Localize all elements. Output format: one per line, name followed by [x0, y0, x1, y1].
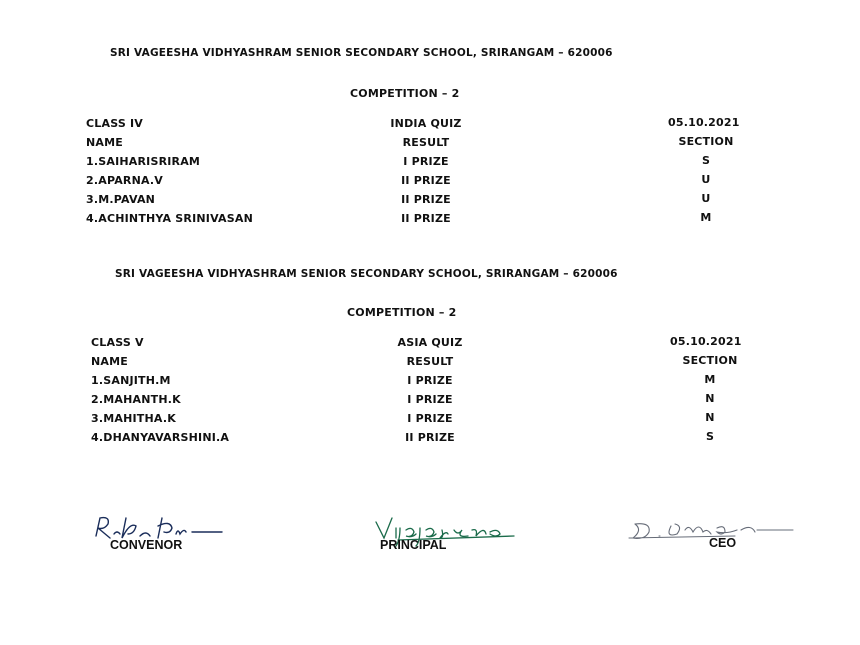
row-result: I PRIZE: [403, 155, 449, 168]
row-result: II PRIZE: [401, 193, 451, 206]
school-header: SRI VAGEESHA VIDHYASHRAM SENIOR SECONDARY SCHOOL, SRIRANGAM – 620006: [110, 47, 613, 59]
column-header-name: NAME: [86, 136, 123, 149]
column-header-section: SECTION: [678, 135, 734, 148]
row-name: 1.SANJITH.M: [91, 374, 171, 387]
row-name: 3.MAHITHA.K: [91, 412, 176, 425]
row-result: II PRIZE: [401, 212, 451, 225]
row-result: I PRIZE: [407, 393, 453, 406]
competition-title: COMPETITION – 2: [350, 87, 460, 100]
row-section: N: [705, 411, 715, 424]
event-date: 05.10.2021: [668, 116, 740, 129]
row-name: 2.MAHANTH.K: [91, 393, 181, 406]
column-header-section: SECTION: [682, 354, 738, 367]
column-header-result: RESULT: [406, 355, 454, 368]
row-result: II PRIZE: [401, 174, 451, 187]
row-name: 2.APARNA.V: [86, 174, 163, 187]
row-section: M: [700, 211, 712, 224]
ceo-label: CEO: [709, 536, 737, 550]
row-name: 4.ACHINTHYA SRINIVASAN: [86, 212, 253, 225]
row-section: U: [701, 173, 711, 186]
row-section: S: [705, 430, 715, 443]
column-header-name: NAME: [91, 355, 128, 368]
row-result: I PRIZE: [407, 412, 453, 425]
class-label: CLASS IV: [86, 117, 143, 130]
row-name: 4.DHANYAVARSHINI.A: [91, 431, 230, 444]
row-section: N: [705, 392, 715, 405]
class-label: CLASS V: [91, 336, 144, 349]
row-name: 1.SAIHARISRIRAM: [86, 155, 201, 168]
row-result: II PRIZE: [405, 431, 455, 444]
school-header: SRI VAGEESHA VIDHYASHRAM SENIOR SECONDARY SCHOOL, SRIRANGAM – 620006: [115, 268, 618, 280]
row-section: U: [701, 192, 711, 205]
row-section: S: [701, 154, 711, 167]
convenor-label: CONVENOR: [110, 538, 183, 552]
principal-label: PRINCIPAL: [380, 538, 447, 552]
event-name: ASIA QUIZ: [397, 336, 463, 349]
event-date: 05.10.2021: [670, 335, 742, 348]
row-name: 3.M.PAVAN: [86, 193, 156, 206]
row-result: I PRIZE: [407, 374, 453, 387]
event-name: INDIA QUIZ: [390, 117, 462, 130]
competition-title: COMPETITION – 2: [347, 306, 457, 319]
column-header-result: RESULT: [402, 136, 450, 149]
row-section: M: [704, 373, 716, 386]
